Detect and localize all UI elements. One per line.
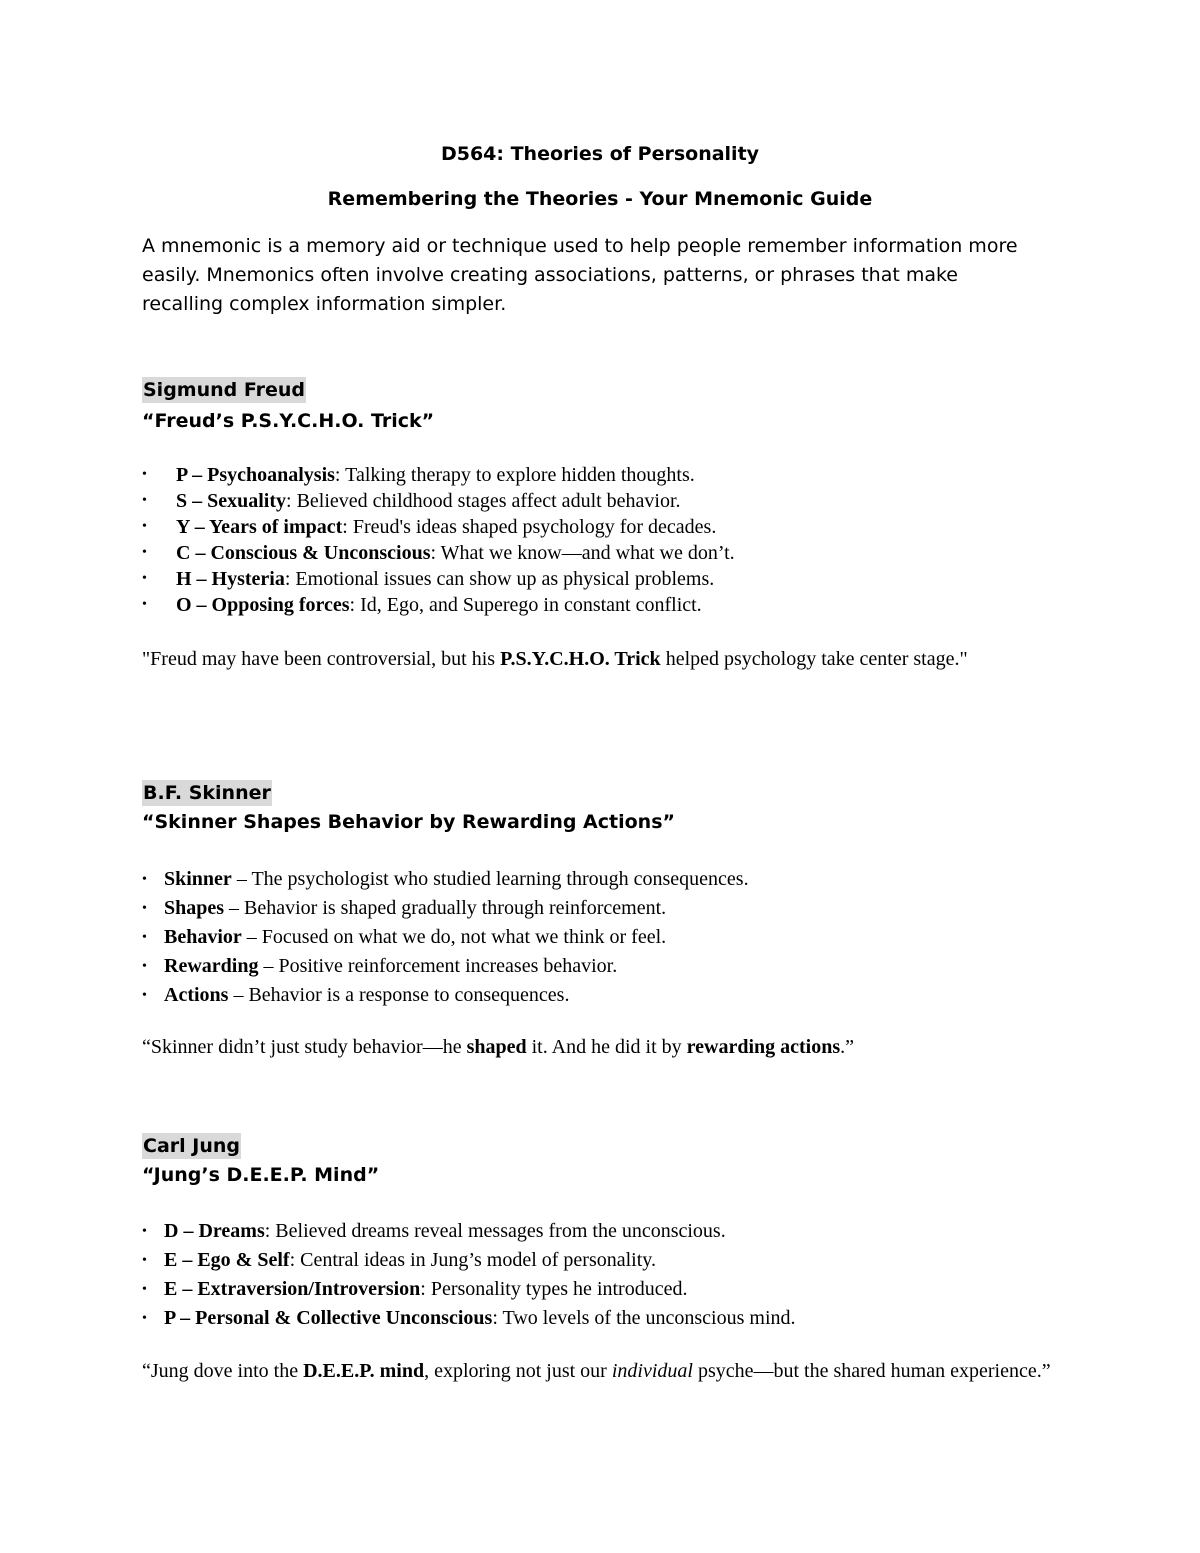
bullet-icon: • <box>142 519 147 534</box>
quote-text: helped psychology take center stage." <box>660 648 968 670</box>
item-key: Rewarding <box>164 955 259 977</box>
jung-heading: Carl Jung <box>143 1135 240 1157</box>
item-key: E – Extraversion/Introversion <box>164 1278 421 1300</box>
jung-mnemonic: “Jung’s D.E.E.P. Mind” <box>142 1164 380 1186</box>
quote-text: , exploring not just our <box>424 1360 612 1382</box>
bullet-icon: • <box>142 959 147 974</box>
item-desc: : Personality types he introduced. <box>420 1278 688 1300</box>
bullet-icon: • <box>142 597 147 612</box>
bullet-icon: • <box>142 493 147 508</box>
item-desc: – Behavior is shaped gradually through reinforcement. <box>224 897 667 919</box>
item-desc: : Id, Ego, and Superego in constant conflict. <box>349 594 702 616</box>
quote-text: “Jung dove into the <box>142 1360 304 1382</box>
document-subtitle: Remembering the Theories - Your Mnemonic Guide <box>327 188 873 210</box>
bullet-icon: • <box>142 988 147 1003</box>
bullet-icon: • <box>142 872 147 887</box>
bullet-icon: • <box>142 1224 147 1239</box>
item-desc: : Two levels of the unconscious mind. <box>492 1307 796 1329</box>
list-item <box>142 514 735 540</box>
item-desc: : Talking therapy to explore hidden thoughts. <box>334 464 695 486</box>
jung-quote <box>142 1358 1058 1385</box>
item-desc: : What we know—and what we don’t. <box>430 542 735 564</box>
quote-bold: P.S.Y.C.H.O. Trick <box>500 648 661 670</box>
list-item <box>142 488 735 514</box>
bullet-icon: • <box>142 1253 147 1268</box>
skinner-heading: B.F. Skinner <box>143 782 271 804</box>
list-item <box>142 923 749 952</box>
list-item <box>142 1304 796 1333</box>
list-item <box>142 1246 796 1275</box>
item-key: E – Ego & Self <box>164 1249 290 1271</box>
bullet-icon: • <box>142 545 147 560</box>
list-item <box>142 566 735 592</box>
item-key: D – Dreams <box>164 1220 265 1242</box>
item-desc: : Central ideas in Jung’s model of personality. <box>289 1249 656 1271</box>
list-item <box>142 1275 796 1304</box>
item-key: Y – Years of impact <box>176 516 343 538</box>
item-key: S – Sexuality <box>176 490 287 512</box>
jung-list <box>142 1217 796 1333</box>
bullet-icon: • <box>142 1311 147 1326</box>
list-item <box>142 462 735 488</box>
quote-bold: D.E.E.P. mind <box>303 1360 425 1382</box>
item-key: H – Hysteria <box>176 568 285 590</box>
skinner-mnemonic: “Skinner Shapes Behavior by Rewarding Actions” <box>142 811 675 833</box>
item-key: Actions <box>164 984 229 1006</box>
item-desc: : Believed childhood stages affect adult behavior. <box>286 490 681 512</box>
quote-bold: rewarding actions <box>686 1036 841 1058</box>
item-key: Shapes <box>164 897 225 919</box>
item-desc: : Freud's ideas shaped psychology for decades. <box>342 516 717 538</box>
list-item <box>142 894 749 923</box>
bullet-icon: • <box>142 1282 147 1297</box>
item-desc: : Believed dreams reveal messages from the unconscious. <box>264 1220 726 1242</box>
list-item <box>142 981 749 1010</box>
item-desc: : Emotional issues can show up as physical problems. <box>284 568 715 590</box>
list-item <box>142 540 735 566</box>
list-item <box>142 1217 796 1246</box>
item-key: Behavior <box>164 926 242 948</box>
bullet-icon: • <box>142 571 147 586</box>
freud-heading: Sigmund Freud <box>143 379 306 401</box>
intro-paragraph: A mnemonic is a memory aid or technique used to help people remember information more easily. Mnemonics often involve creating associations, patterns, or phrases that make recalling complex information simpler. <box>142 235 1018 315</box>
quote-text: it. And he did it by <box>526 1036 687 1058</box>
freud-list <box>142 462 735 618</box>
list-item <box>142 865 749 894</box>
item-desc: – Focused on what we do, not what we think or feel. <box>241 926 667 948</box>
item-key: P – Psychoanalysis <box>176 464 335 486</box>
freud-mnemonic: “Freud’s P.S.Y.C.H.O. Trick” <box>142 410 435 432</box>
bullet-icon: • <box>142 901 147 916</box>
quote-italic: individual <box>611 1360 693 1382</box>
skinner-list <box>142 865 749 1010</box>
list-item <box>142 592 735 618</box>
item-desc: – Behavior is a response to consequences. <box>228 984 570 1006</box>
skinner-quote <box>142 1034 1058 1061</box>
quote-text: "Freud may have been controversial, but his <box>142 648 501 670</box>
bullet-icon: • <box>142 467 147 482</box>
quote-text: psyche—but the shared human experience.” <box>692 1360 1051 1382</box>
list-item <box>142 952 749 981</box>
freud-quote <box>142 646 1058 673</box>
quote-bold: shaped <box>466 1036 527 1058</box>
item-desc: – The psychologist who studied learning through consequences. <box>231 868 749 890</box>
bullet-icon: • <box>142 930 147 945</box>
item-key: Skinner <box>164 868 232 890</box>
item-desc: – Positive reinforcement increases behavior. <box>258 955 618 977</box>
item-key: P – Personal & Collective Unconscious <box>164 1307 493 1329</box>
quote-text: “Skinner didn’t just study behavior—he <box>142 1036 467 1058</box>
course-title: D564: Theories of Personality <box>440 143 760 165</box>
quote-text: .” <box>840 1036 855 1058</box>
item-key: O – Opposing forces <box>176 594 350 616</box>
item-key: C – Conscious & Unconscious <box>176 542 431 564</box>
